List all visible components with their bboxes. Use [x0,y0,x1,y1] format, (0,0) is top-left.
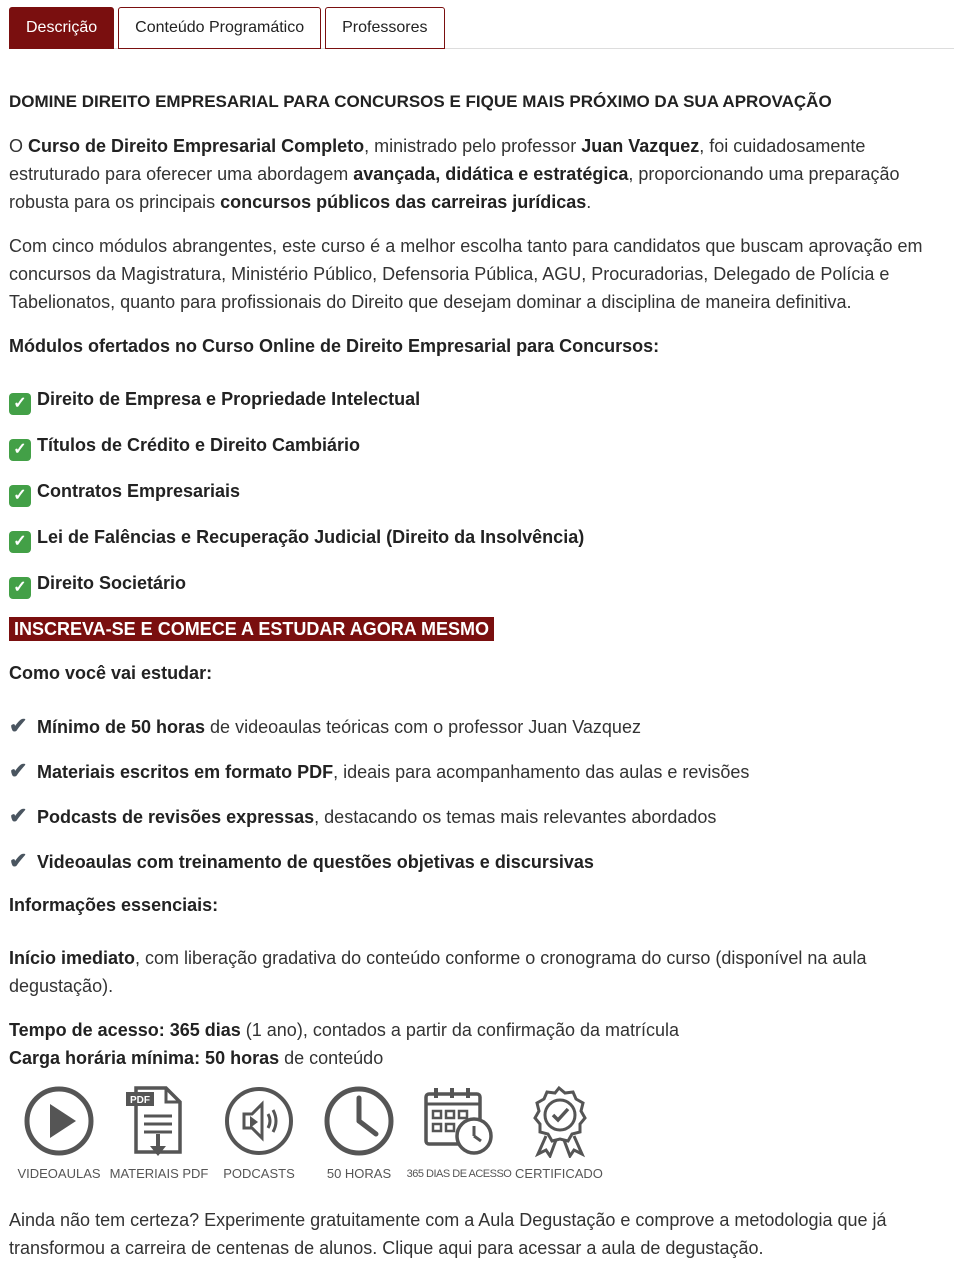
feature-label: CERTIFICADO [515,1166,603,1181]
cta-line [9,615,949,643]
feature-50-horas [309,1084,409,1188]
clock-icon [322,1084,396,1158]
tab-descricao[interactable]: Descrição [9,7,114,49]
info-hours [9,1044,949,1072]
feature-365-dias [406,1084,512,1188]
module-item [9,477,949,507]
intro-professor-name: Juan Vazquez [581,136,700,156]
intro-approach: avançada, didática e estratégica [353,164,629,184]
study-item [9,847,949,876]
feature-label: 50 HORAS [326,1166,392,1181]
module-item [9,569,949,599]
info-hours-bold: Carga horária mínima: 50 horas [9,1048,280,1068]
info-start-bold: Início imediato [9,948,136,968]
study-item [9,712,949,741]
certificate-icon [522,1084,596,1158]
module-label: Contratos Empresariais [37,481,241,501]
intro-course-name: Curso de Direito Empresarial Completo [28,136,365,156]
intro-text-3: , foi cuidadosamente estruturado para oferecer uma abordagem [9,136,866,184]
closing-paragraph: Ainda não tem certeza? Experimente gratuitamente com a Aula Degustação e comprove a metodologia que já transformou a carreira de centenas de alunos. Clique aqui para acessar a aula de degustação. [9,1210,887,1258]
study-item [9,802,949,831]
study-item-bold: Podcasts de revisões expressas [37,807,315,827]
info-access-bold: Tempo de acesso: 365 dias [9,1020,241,1040]
feature-label: MATERIAIS PDF [109,1166,209,1181]
pdf-icon [122,1084,196,1158]
check-mark-icon: ✓ [9,439,31,461]
feature-label: VIDEOAULAS [17,1166,101,1181]
module-label: Direito de Empresa e Propriedade Intelectual [37,389,421,409]
study-item [9,757,949,786]
module-item [9,385,949,415]
feature-icons [9,1084,949,1188]
feature-videoaulas [9,1084,109,1188]
info-access-text: (1 ano), contados a partir da confirmação da matrícula [240,1020,680,1040]
intro-text-5: . [586,192,592,212]
info-title: Informações essenciais: [9,895,219,915]
info-hours-text: de conteúdo [279,1048,384,1068]
feature-podcasts [209,1084,309,1188]
heavy-check-icon: ✔ [9,758,28,783]
svg-text:PDF: PDF [130,1095,150,1106]
module-label: Títulos de Crédito e Direito Cambiário [37,435,361,455]
study-title: Como você vai estudar: [9,663,213,683]
check-mark-icon: ✓ [9,577,31,599]
page-headline: DOMINE DIREITO EMPRESARIAL PARA CONCURSOS E FIQUE MAIS PRÓXIMO DA SUA APROVAÇÃO [9,92,832,111]
intro-text-4: , proporcionando uma preparação robusta para os principais [9,164,900,212]
study-item-text: , ideais para acompanhamento das aulas e revisões [333,762,750,782]
tab-bar [9,7,954,49]
cta-banner[interactable]: INSCREVA-SE E COMECE A ESTUDAR AGORA MESMO [9,617,494,641]
feature-label: 365 DIAS DE ACESSO [406,1168,512,1180]
info-start [9,944,949,1000]
study-item-bold: Videoaulas com treinamento de questões objetivas e discursivas [37,852,594,872]
modules-title: Módulos ofertados no Curso Online de Direito Empresarial para Concursos: [9,336,660,356]
feature-label: PODCASTS [223,1166,295,1181]
module-item [9,431,949,461]
intro-paragraph [9,132,949,216]
check-mark-icon: ✓ [9,393,31,415]
module-label: Lei de Falências e Recuperação Judicial (Direito da Insolvência) [37,527,585,547]
check-mark-icon: ✓ [9,485,31,507]
play-icon [22,1084,96,1158]
module-item [9,523,949,553]
info-start-text: , com liberação gradativa do conteúdo conforme o cronograma do curso (disponível na aula degustação). [9,948,867,996]
tab-conteudo-programatico[interactable]: Conteúdo Programático [118,7,321,49]
calendar-icon [422,1084,496,1158]
intro-careers: concursos públicos das carreiras jurídicas [220,192,587,212]
check-mark-icon: ✓ [9,531,31,553]
study-item-bold: Mínimo de 50 horas [37,717,206,737]
study-item-text: de videoaulas teóricas com o professor Juan Vazquez [205,717,641,737]
modules-description-paragraph: Com cinco módulos abrangentes, este curso é a melhor escolha tanto para candidatos que buscam aprovação em concursos da Magistratura, Ministério Público, Defensoria Pública, AGU, Procuradorias, Delegado de Polícia e Tabelionatos, quanto para profissionais do Direito que desejam dominar a disciplina de maneira definitiva. [9,236,923,312]
podcast-icon [222,1084,296,1158]
heavy-check-icon: ✔ [9,848,28,873]
study-item-bold: Materiais escritos em formato PDF [37,762,334,782]
heavy-check-icon: ✔ [9,713,28,738]
info-access [9,1016,949,1044]
study-item-text: , destacando os temas mais relevantes abordados [314,807,717,827]
feature-materiais-pdf [109,1084,209,1188]
heavy-check-icon: ✔ [9,803,28,828]
tab-professores[interactable]: Professores [325,7,444,49]
intro-text-2: , ministrado pelo professor [364,136,582,156]
feature-certificado [509,1084,609,1188]
intro-text-1: O [9,136,29,156]
description-content [9,88,949,1262]
module-label: Direito Societário [37,573,187,593]
